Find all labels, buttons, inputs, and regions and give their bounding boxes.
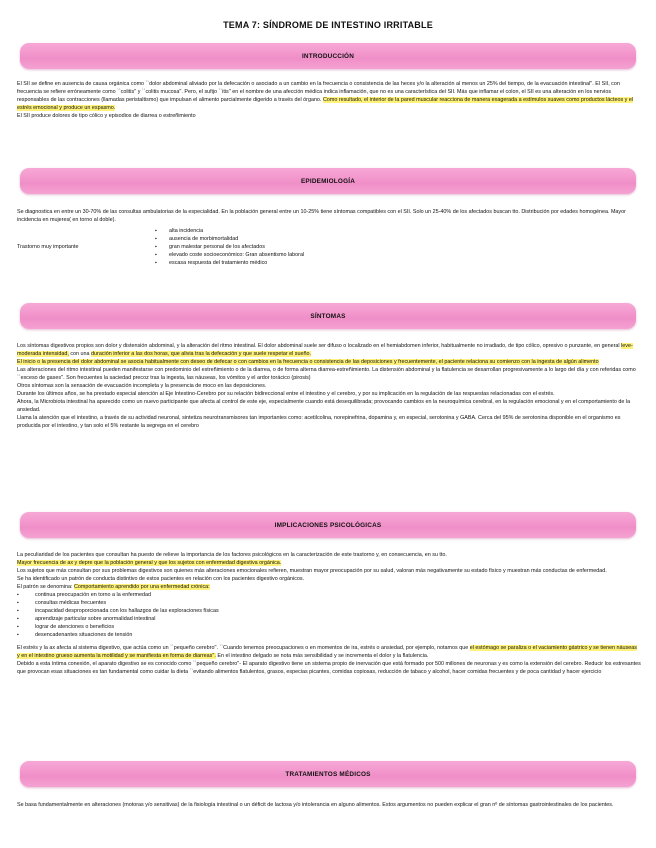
text-run: El SII se define en ausencia de causa orgánica como ``dolor abdominal aliviado por la defecación o asociado a un cambio en la frecuencia o consistencia de las heces y/o la alteración al menos un 25% del tiempo, de la evacuación intestinal''. El SII, con frecuencia se refiere erróneamente como ``colitis'' y ``colitis mucosa''. Pero, el sufijo ``itis'' en el nombre de una afección médica indica inflamación, que no es una característica del SII. Más que inflamar el colon, el SII es una alteración en los nervios responsables de las contracciones (llamadas peristaltismo) que impulsan el alimento parcialmente digerido a través del órgano. bbox=[17, 81, 620, 103]
paragraph bbox=[17, 342, 641, 358]
text-run: con una bbox=[68, 351, 92, 357]
section-banner-tratamientos: TRATAMIENTOS MÉDICOS bbox=[20, 761, 636, 787]
text-run: En el intestino delgado se nota más sensibilidad y se incrementa el dolor y la flatulencia. bbox=[215, 653, 429, 659]
paragraph: Debido a esta íntima conexión, el aparato digestivo se es conocido como ``pequeño cerebro''- El aparato digestivo tiene un sistema propio de inervación que está formado por 500 millones de neuronas y es como la extensión del cerebro. Reducir los estresantes que provocan esas situaciones es tan fundamental como cuidar la dieta ``evitando alimentos flatulentos, grasos, especias picantes, comidas copiosas, reducción de tabaco y alcohol, hacer comidas frecuentes y de poca cantidad y hacer ejercicio bbox=[17, 661, 641, 675]
section-body-implicaciones bbox=[17, 551, 641, 676]
paragraph bbox=[17, 583, 641, 591]
paragraph bbox=[17, 644, 641, 660]
list-item: ▪ elevado coste socioeconómico: Gran absentismo laboral bbox=[155, 251, 641, 259]
paragraph: Se ha identificado un patrón de conducta distintivo de estos pacientes en relación con los pacientes digestivo orgánicos. bbox=[17, 576, 305, 582]
list-item: ▪ ausencia de morbimortalidad bbox=[155, 235, 641, 243]
paragraph: Durante los últimos años, se ha prestado especial atención al Eje Intestino-Cerebro por su relación bidireccional entre el intestino y el cerebro, y por su implicación en la regulación de las respuestas relacionadas con el estrés. bbox=[17, 391, 555, 397]
paragraph: El SII produce dolores de tipo cólico y episodios de diarrea o estreñimiento bbox=[17, 113, 196, 119]
list-item: ▪ gran malestar personal de los afectados bbox=[155, 243, 641, 251]
document-title: TEMA 7: SÍNDROME DE INTESTINO IRRITABLE bbox=[223, 20, 433, 30]
list-item: ▪ consultas médicas frecuentes bbox=[17, 599, 641, 607]
section-banner-introduccion: INTRODUCCIÓN bbox=[20, 43, 636, 69]
paragraph: Ahora, la Microbiota intestinal ha aparecido como un nuevo participante que afecta al control de este eje, especialmente cuando está desequilibrada; provocando cambios en la neuroquímica cerebral, en la regulación emocional y en el comportamiento de la ansiedad. bbox=[17, 399, 631, 413]
list-item: ▪ continua preocupación en torno a la enfermedad bbox=[17, 591, 641, 599]
highlighted-text: el estómago se paraliza o el vaciamiento gástrico y se tienen náuseas y en el intestino grueso aumenta la motilidad y se manifiesta en forma de diarreas''. bbox=[17, 645, 637, 659]
epi-importance-row bbox=[17, 227, 641, 267]
epi-list bbox=[155, 227, 641, 267]
list-item: ▪ incapacidad desproporcionada con los hallazgos de las exploraciones físicas bbox=[17, 607, 641, 615]
list-item: ▪ lograr de atenciones o beneficios bbox=[17, 623, 641, 631]
list-item: ▪ escasa respuesta del tratamiento médico bbox=[155, 259, 641, 267]
list-item: ▪ aprendizaje particular sobre anormalidad intestinal bbox=[17, 615, 641, 623]
section-body-epidemiologia bbox=[17, 208, 641, 267]
highlighted-text: El inicio o la presencia del dolor abdominal se asocia habitualmente con deseo de defecar o con cambios en la frecuencia o consistencia de las deposiciones y frecuentemente, el paciente relaciona su comienzo con la ingesta de algún alimento bbox=[17, 359, 599, 365]
section-banner-epidemiologia: EPIDEMIOLOGÍA bbox=[20, 168, 636, 194]
paragraph: Se basa fundamentalmente en alteraciones (motoras y/o sensitivas) de la fisiología intestinal o un déficit de lactosa y/o intolerancia en alguno alimentos. Estos argumentos no pueden explicar el gran nº de síntomas gastrointestinales de los pacientes. bbox=[17, 802, 614, 808]
behaviour-list bbox=[17, 591, 641, 639]
paragraph bbox=[17, 559, 641, 567]
section-body-tratamientos bbox=[17, 801, 641, 809]
paragraph: La peculiaridad de los pacientes que consultan ha puesto de relieve la importancia de los factores psicológicos en la caracterización de este trastorno y, en consecuencia, en su tto. bbox=[17, 552, 447, 558]
highlighted-text: Como resultado, el interior de la pared muscular reacciona de manera exagerada a estímulos suaves como productos lácteos y el estrés emocional y produce un espasmo. bbox=[17, 97, 634, 111]
paragraph: Los sujetos que más consultan por sus problemas digestivos son quienes más alteraciones emocionales refieren, muestran mayor preocupación por su salud, valoran más negativamente su estado físico y muestran más conductas de enfermedad. bbox=[17, 568, 607, 574]
paragraph: Llama la atención que el intestino, a través de su actividad neuronal, sintetiza neurotransmisores tan importantes como: acetilcolina, norepinefrina, dopamina y, en especial, serotonina y GABA. Cerca del 95% de serotonina disponible en el organismo es producida por el intestino, y tan solo el 5% restante la segrega en el cerebro bbox=[17, 415, 621, 429]
highlighted-text: Mayor frecuencia de ax y depre que la población general y que los sujetos con enfermedad digestiva orgánica. bbox=[17, 560, 282, 566]
paragraph: Otros síntomas son la sensación de evacuación incompleta y la presencia de moco en las deposiciones. bbox=[17, 383, 267, 389]
highlighted-text: leve-moderada intensidad, bbox=[17, 343, 633, 357]
text-run: El estrés y la ax afecta al sistema digestivo, que actúa como un ``pequeño cerebro''. ``Cuando tenemos preocupaciones o en momentos de ira, estrés o ansiedad, por ejemplo, notamos que bbox=[17, 645, 470, 651]
section-banner-sintomas: SÍNTOMAS bbox=[20, 303, 636, 329]
list-item: ▪ alta incidencia bbox=[155, 227, 641, 235]
section-body-introduccion bbox=[17, 80, 641, 120]
epi-label: Trastorno muy importante bbox=[17, 244, 79, 250]
paragraph: Se diagnostica en entre un 30-70% de las consultas ambulatorias de la especialidad. En la población general entre un 10-25% tiene síntomas compatibles con el SII. Solo un 25-40% de los afectados buscan tto. Distribución por edades homogénea. Mayor incidencia en mujeres( en torno al doble). bbox=[17, 209, 626, 223]
text-run: El patrón se denomina: bbox=[17, 584, 74, 590]
text-run: Los síntomas digestivos propios son dolor y distensión abdominal, y la alteración del ritmo intestinal. El dolor abdominal suele ser difuso o localizado en el hemiabdomen inferior, habitualmente no irradiado, de tipo cólico, opresivo o punzante, en general bbox=[17, 343, 622, 349]
paragraph bbox=[17, 358, 641, 366]
highlighted-text: duración inferior a las dos horas, que alivia tras la defecación y que suele respetar el sueño. bbox=[91, 351, 311, 357]
list-item: ▪ desencadenantes situaciones de tensión bbox=[17, 631, 641, 639]
highlighted-text: Comportamiento aprendido por una enfermedad crónica: bbox=[73, 584, 210, 590]
paragraph bbox=[17, 80, 641, 112]
section-banner-implicaciones: IMPLICACIONES PSICOLÓGICAS bbox=[20, 512, 636, 538]
paragraph: Las alteraciones del ritmo intestinal pueden manifestarse con predominio del estreñimiento o de la diarrea, o de forma alterna diarrea-estreñimiento. La distensión abdominal y la flatulencia se desarrollan progresivamente a lo largo del día y con referidas como ``exceso de gases''. Son frecuentes la saciedad precoz tras la ingesta, las náuseas, los vómitos y el ardor torácico (pirosis) bbox=[17, 367, 636, 381]
section-body-sintomas bbox=[17, 342, 641, 430]
